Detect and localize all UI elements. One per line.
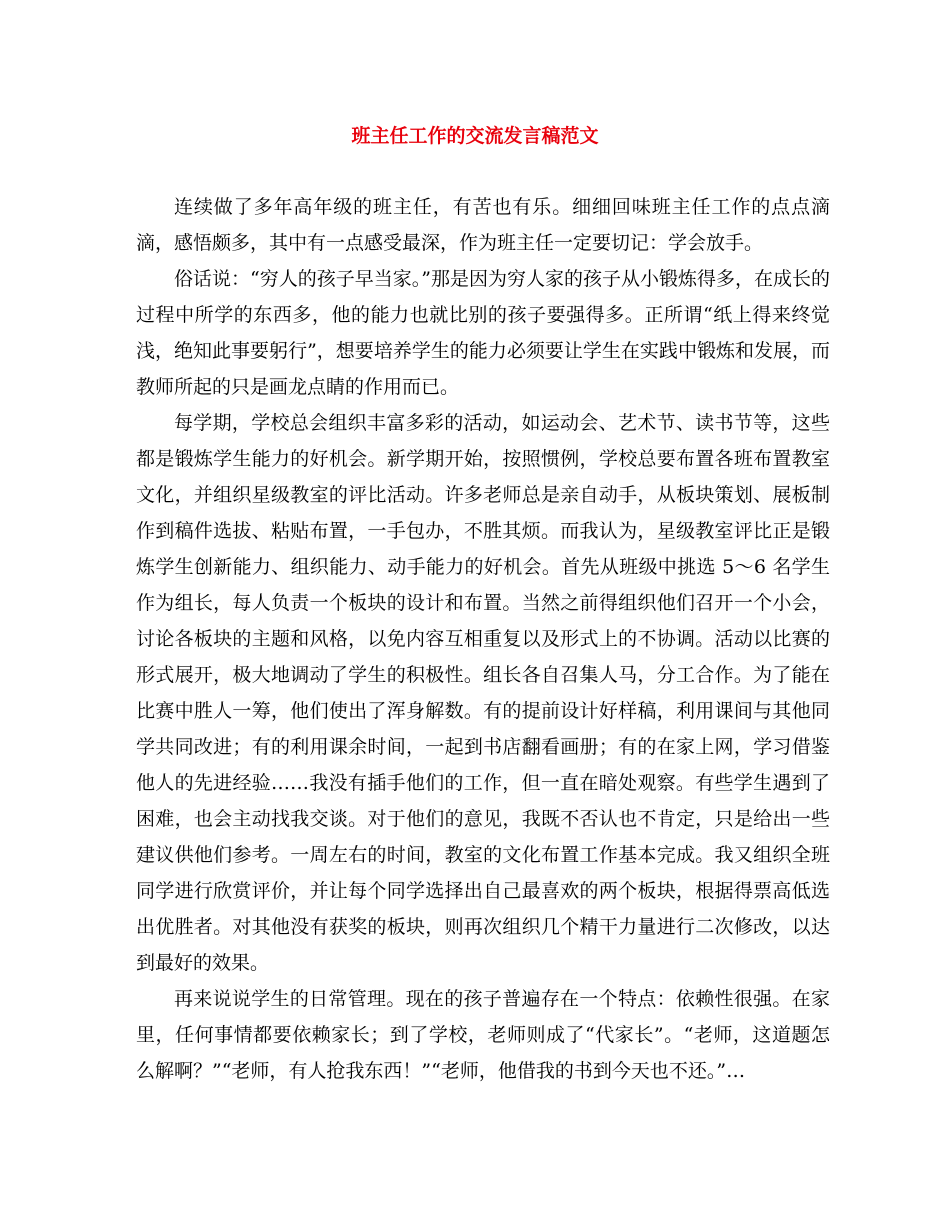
paragraph-4: 再来说说学生的日常管理。现在的孩子普遍存在一个特点：依赖性很强。在家里，任何事情都要依赖家长；到了学校，老师则成了“代家长”。“老师，这道题怎么解啊？”“老师，有人抢我东西！”“老师，他借我的书到今天也不还。”… xyxy=(136,988,830,1082)
document-title: 班主任工作的交流发言稿范文 xyxy=(351,125,599,147)
paragraph-2: 俗话说：“穷人的孩子早当家。”那是因为穷人家的孩子从小锻炼得多，在成长的过程中所学的东西多，他的能力也就比别的孩子要强得多。正所谓“纸上得来终觉浅，绝知此事要躬行”，想要培养学生的能力必须要让学生在实践中锻炼和发展，而教师所起的只是画龙点睛的作用而已。 xyxy=(136,268,830,398)
paragraph-1: 连续做了多年高年级的班主任，有苦也有乐。细细回味班主任工作的点点滴滴，感悟颇多，其中有一点感受最深，作为班主任一定要切记：学会放手。 xyxy=(136,196,830,254)
document-body xyxy=(136,189,830,1089)
paragraph-3: 每学期，学校总会组织丰富多彩的活动，如运动会、艺术节、读书节等，这些都是锻炼学生能力的好机会。新学期开始，按照惯例，学校总要布置各班布置教室文化，并组织星级教室的评比活动。许多老师总是亲自动手，从板块策划、展板制作到稿件选拔、粘贴布置，一手包办，不胜其烦。而我认为，星级教室评比正是锻炼学生创新能力、组织能力、动手能力的好机会。首先从班级中挑选 5～6 名学生作为组长，每人负责一个板块的设计和布置。当然之前得组织他们召开一个小会，讨论各板块的主题和风格，以免内容互相重复以及形式上的不协调。活动以比赛的形式展开，极大地调动了学生的积极性。组长各自召集人马，分工合作。为了能在比赛中胜人一筹，他们使出了浑身解数。有的提前设计好样稿，利用课间与其他同学共同改进；有的利用课余时间，一起到书店翻看画册；有的在家上网，学习借鉴他人的先进经验……我没有插手他们的工作，但一直在暗处观察。有些学生遇到了困难，也会主动找我交谈。对于他们的意见，我既不否认也不肯定，只是给出一些建议供他们参考。一周左右的时间，教室的文化布置工作基本完成。我又组织全班同学进行欣赏评价，并让每个同学选择出自己最喜欢的两个板块，根据得票高低选出优胜者。对其他没有获奖的板块，则再次组织几个精干力量进行二次修改，以达到最好的效果。 xyxy=(136,412,830,974)
